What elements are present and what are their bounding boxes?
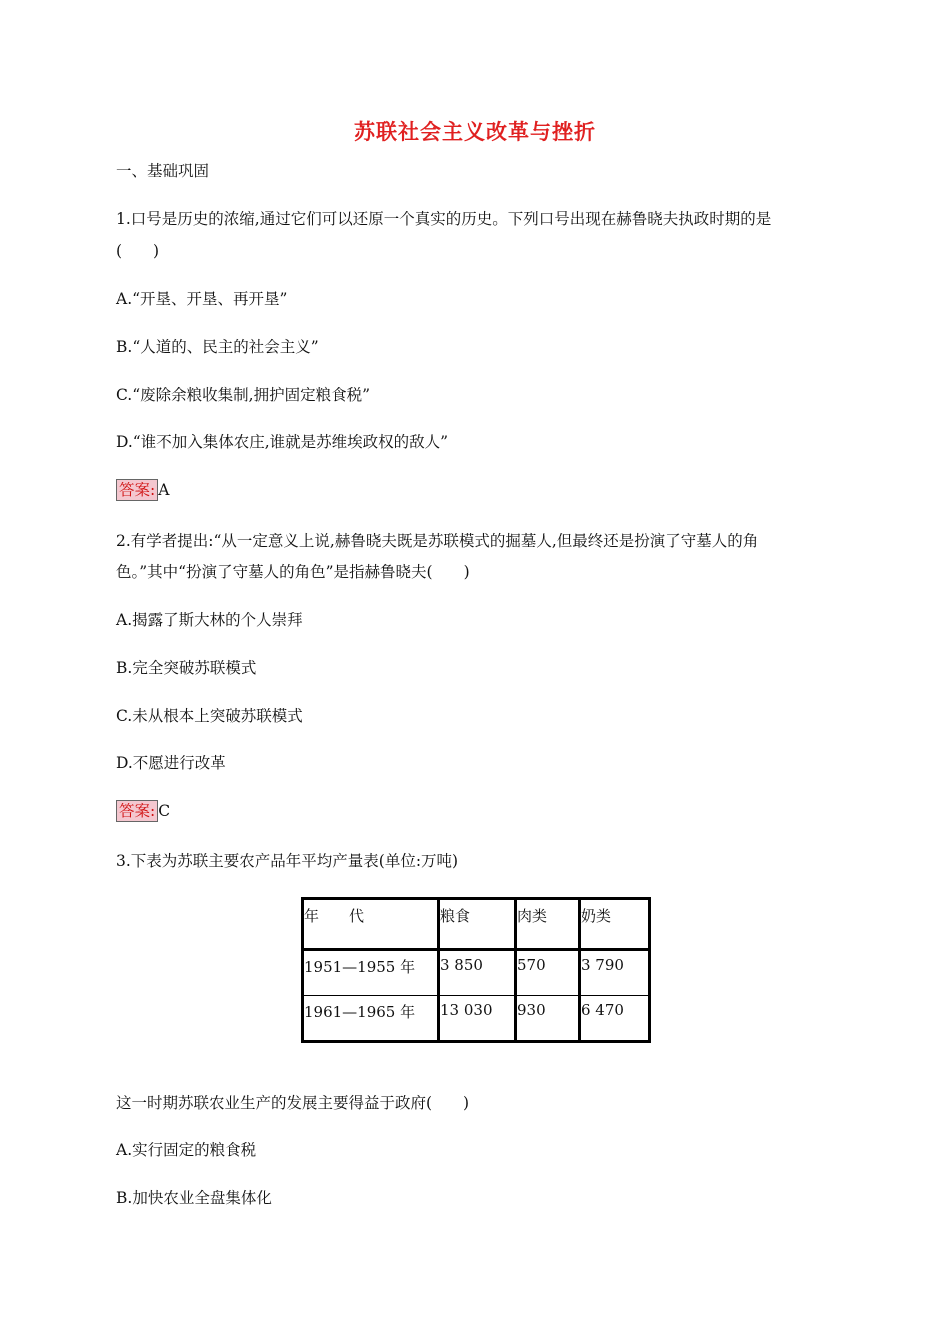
q2-stem-line1: 2.有学者提出:“从一定意义上说,赫鲁晓夫既是苏联模式的掘墓人,但最终还是扮演了守墓人的角: [116, 532, 759, 550]
table-header-cell: 奶类: [580, 899, 650, 950]
q3-option-b: B.加快农业全盘集体化: [116, 1189, 272, 1207]
q2-stem-line2: 色。”其中“扮演了守墓人的角色”是指赫鲁晓夫( ): [116, 563, 470, 581]
section-heading: 一、基础巩固: [116, 162, 210, 180]
q1-option-c: C.“废除余粮收集制,拥护固定粮食税”: [116, 386, 371, 404]
q2-option-d: D.不愿进行改革: [116, 754, 226, 772]
table-cell: 1951—1955 年: [303, 950, 439, 996]
production-table: [301, 897, 651, 1043]
q3-stem: 3.下表为苏联主要农产品年平均产量表(单位:万吨): [116, 852, 459, 870]
answer-label: 答案:: [116, 479, 158, 501]
table-cell: 930: [516, 996, 580, 1042]
q1-option-a: A.“开垦、开垦、再开垦”: [116, 290, 288, 308]
q1-option-d: D.“谁不加入集体农庄,谁就是苏维埃政权的敌人”: [116, 433, 449, 451]
table-cell: 3 850: [439, 950, 516, 996]
q1-stem-line2: ( ): [116, 242, 160, 260]
table-cell: 570: [516, 950, 580, 996]
q1-answer: [116, 479, 169, 501]
q2-option-b: B.完全突破苏联模式: [116, 659, 257, 677]
table-cell: 13 030: [439, 996, 516, 1042]
q3-option-a: A.实行固定的粮食税: [116, 1141, 257, 1159]
table-cell: 1961—1965 年: [303, 996, 439, 1042]
table-row: [303, 996, 650, 1042]
table-header-cell: 粮食: [439, 899, 516, 950]
table-row: [303, 950, 650, 996]
table-header-cell: 年 代: [303, 899, 439, 950]
q2-answer: [116, 800, 170, 822]
page-title: 苏联社会主义改革与挫折: [354, 119, 596, 144]
q3-followup: 这一时期苏联农业生产的发展主要得益于政府( ): [116, 1094, 470, 1112]
table-cell: 6 470: [580, 996, 650, 1042]
table-header-row: [303, 899, 650, 950]
answer-value: C: [158, 802, 171, 820]
answer-label: 答案:: [116, 800, 158, 822]
answer-value: A: [158, 481, 170, 499]
q1-stem-line1: 1.口号是历史的浓缩,通过它们可以还原一个真实的历史。下列口号出现在赫鲁晓夫执政时期的是: [116, 210, 772, 228]
table-cell: 3 790: [580, 950, 650, 996]
q1-option-b: B.“人道的、民主的社会主义”: [116, 338, 319, 356]
q2-option-a: A.揭露了斯大林的个人崇拜: [116, 611, 303, 629]
q2-option-c: C.未从根本上突破苏联模式: [116, 707, 303, 725]
table-header-cell: 肉类: [516, 899, 580, 950]
